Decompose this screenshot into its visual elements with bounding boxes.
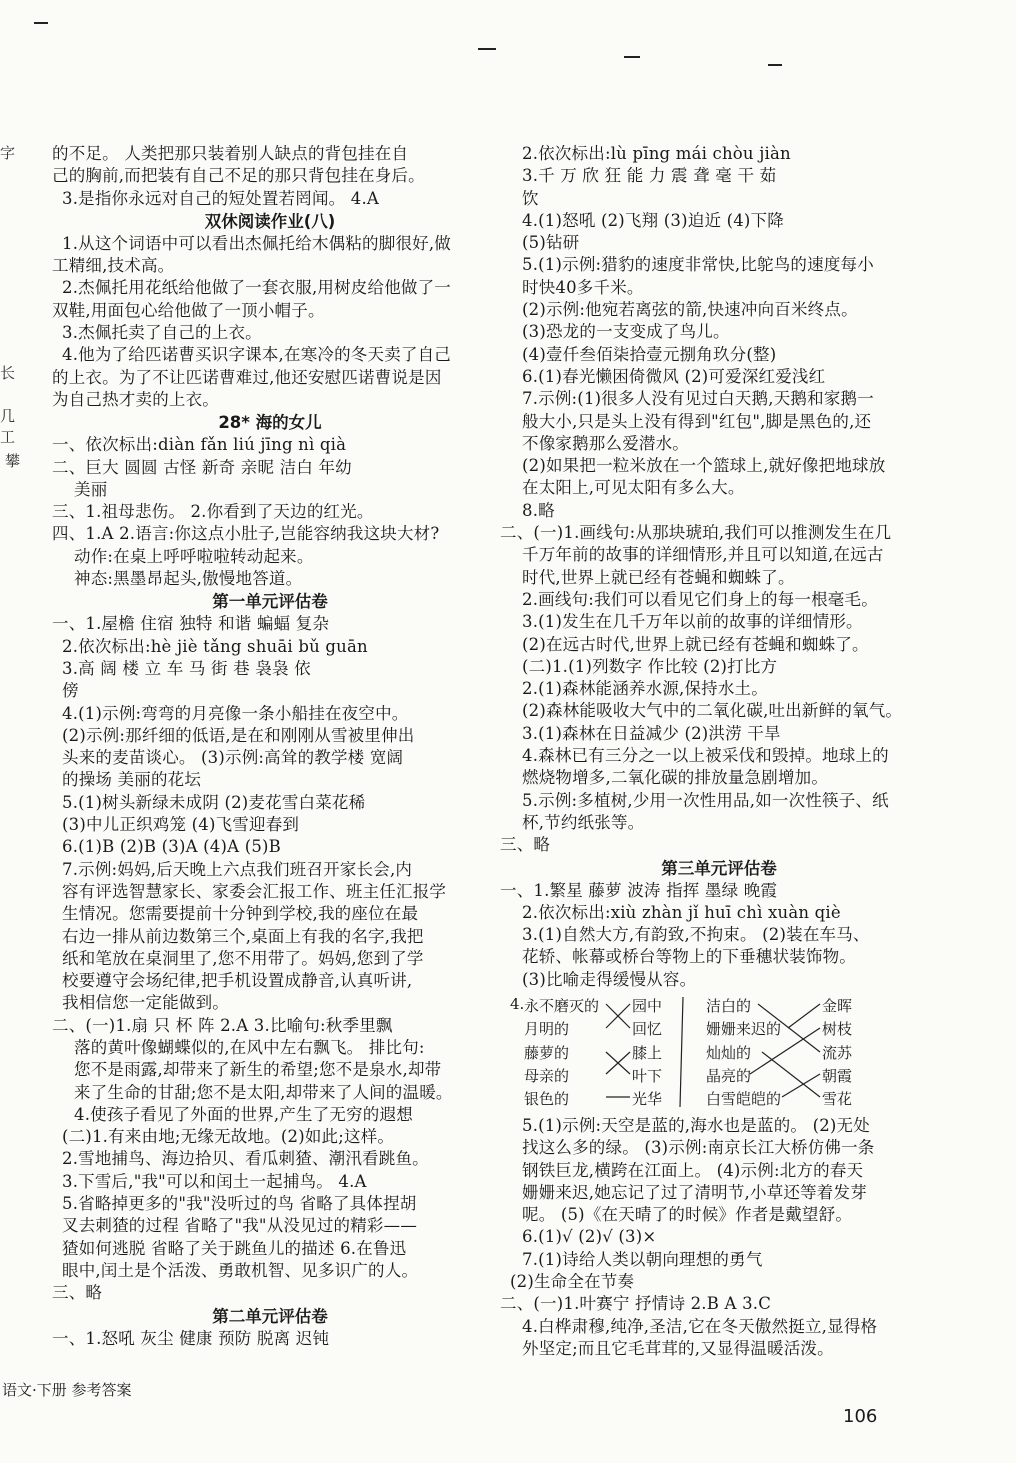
answer-line: 三、略	[52, 1283, 103, 1303]
section-heading: 第一单元评估卷	[212, 592, 328, 612]
answer-line: 杯,节约纸张等。	[522, 812, 645, 832]
answer-line: 4.白桦肃穆,纯净,圣洁,它在冬天傲然挺立,显得格	[522, 1316, 878, 1336]
answer-line: 3.高 阔 楼 立 车 马 街 巷 袅袅 依	[62, 658, 311, 678]
match-right-b: 树枝	[822, 1019, 853, 1038]
match-left-b: 洁白的	[706, 996, 752, 1015]
answer-line: (5)钻研	[522, 233, 580, 253]
scan-mark	[768, 64, 782, 66]
answer-line: 二、巨大 圆圆 古怪 新奇 亲昵 洁白 年幼	[52, 457, 352, 477]
scan-mark	[624, 56, 640, 58]
answer-line: 不像家鹅那么爱潜水。	[522, 433, 689, 453]
answer-line: 的上衣。为了不让匹诺曹难过,他还安慰匹诺曹说是因	[52, 367, 442, 387]
gutter-text: 长	[0, 364, 16, 382]
answer-line: 7.(1)诗给人类以朝向理想的勇气	[522, 1249, 763, 1269]
answer-line: 6.(1)春光懒困倚微风 (2)可爱深红爱浅红	[522, 366, 826, 386]
match-left-b: 灿灿的	[706, 1043, 752, 1062]
answer-line: (2)示例:那纤细的低语,是在和刚刚从雪被里伸出	[62, 725, 415, 745]
match-left-a: 月明的	[524, 1019, 570, 1038]
match-left-a: 母亲的	[524, 1066, 570, 1085]
answer-line: 右边一排从前边数第三个,桌面上有我的名字,我把	[62, 926, 424, 946]
answer-line: 四、1.A 2.语言:你这点小肚子,岂能容纳我这块大材?	[52, 524, 440, 544]
answer-line: 落的黄叶像蝴蝶似的,在风中左右飘飞。 排比句:	[74, 1037, 425, 1057]
answer-line: 8.略	[522, 500, 555, 520]
answer-line: 2.依次标出:lù pīng mái chòu jiàn	[522, 144, 791, 163]
answer-line: 校要遵守会场纪律,把手机设置成静音,认真听讲,	[62, 971, 413, 991]
answer-line: (2)在远古时代,世界上就已经有苍蝇和蜘蛛了。	[522, 634, 869, 654]
answer-line: 5.省略掉更多的"我"没听过的鸟 省略了具体捏胡	[62, 1194, 417, 1214]
answer-line: 工精细,技术高。	[52, 256, 175, 276]
answer-line: (3)中儿正织鸡笼 (4)飞雪迎春到	[62, 815, 300, 835]
answer-line: 二、(一)1.叶赛宁 抒情诗 2.B A 3.C	[500, 1294, 772, 1314]
answer-line: 3.杰佩托卖了自己的上衣。	[62, 323, 262, 343]
answer-line: 生情况。您需要提前十分钟到学校,我的座位在最	[62, 904, 419, 924]
answer-line: 7.示例:(1)很多人没有见过白天鹅,天鹅和家鹅一	[522, 389, 874, 409]
answer-line: 5.(1)示例:天空是蓝的,海水也是蓝的。 (2)无处	[522, 1115, 870, 1135]
answer-line: 三、略	[500, 835, 551, 855]
answer-line: 猹如何逃脱 省略了关于跳鱼儿的描述 6.在鲁迅	[62, 1238, 407, 1258]
answer-line: 5.(1)示例:猎豹的速度非常快,比鸵鸟的速度每小	[522, 255, 874, 275]
answer-line: 4.森林已有三分之一以上被采伐和毁掉。地球上的	[522, 746, 889, 766]
answer-line: 钢铁巨龙,横跨在江面上。 (4)示例:北方的春天	[522, 1160, 864, 1180]
answer-line: 2.(1)森林能涵养水源,保持水土。	[522, 679, 768, 699]
answer-line: 动作:在桌上呼呼啦啦转动起来。	[74, 546, 314, 566]
gutter-text: 字	[0, 144, 16, 162]
answer-line: 头来的麦苗谈心。 (3)示例:高耸的教学楼 宽阔	[62, 748, 404, 768]
match-left-b: 姗姗来迟的	[706, 1019, 782, 1038]
answer-line: 的不足。 人类把那只装着别人缺点的背包挂在自	[52, 144, 409, 163]
match-right-b: 金晖	[822, 996, 853, 1015]
answer-line: (4)壹仟叁佰柒拾壹元捌角玖分(整)	[522, 344, 777, 364]
answer-line: 为自己热才卖的上衣。	[52, 389, 219, 409]
match-left-a: 永不磨灭的	[524, 996, 600, 1015]
matching-exercise	[500, 993, 938, 1113]
match-right-b: 流苏	[822, 1043, 853, 1062]
match-right-a: 回忆	[632, 1019, 663, 1038]
answer-line: 3.(1)森林在日益减少 (2)洪涝 干旱	[522, 723, 781, 743]
footer-book-label: 语文·下册 参考答案	[2, 1381, 132, 1399]
scan-mark	[478, 48, 496, 50]
answer-line: 7.示例:妈妈,后天晚上六点我们班召开家长会,内	[62, 859, 413, 879]
answer-line: 眼中,闰土是个活泼、勇敢机智、见多识广的人。	[62, 1260, 419, 1280]
answer-line: 傍	[62, 681, 79, 701]
answer-line: 4.他为了给匹诺曹买识字课本,在寒冷的冬天卖了自己	[62, 345, 451, 365]
answer-line: 找这么多的绿。 (3)示例:南京长江大桥仿佛一条	[522, 1138, 875, 1158]
match-left-a: 银色的	[524, 1089, 570, 1108]
answer-line: 4.(1)怒吼 (2)飞翔 (3)迫近 (4)下降	[522, 210, 784, 230]
answer-line: (2)示例:他宛若离弦的箭,快速冲向百米终点。	[522, 300, 858, 320]
gutter-text: 几工	[0, 407, 16, 446]
match-right-b: 雪花	[822, 1089, 853, 1108]
answer-line: (3)恐龙的一支变成了鸟儿。	[522, 322, 730, 342]
match-right-a: 叶下	[632, 1066, 663, 1085]
answer-line: 容有评选智慧家长、家委会汇报工作、班主任汇报学	[62, 881, 447, 901]
answer-line: 3.(1)自然大方,有韵致,不拘束。 (2)装在车马、	[522, 925, 870, 945]
answer-line: 般大小,只是头上没有得到"红包",脚是黑色的,还	[522, 411, 872, 431]
section-heading: 28* 海的女儿	[218, 413, 322, 433]
match-right-a: 光华	[632, 1089, 663, 1108]
answer-line: 饮	[522, 188, 539, 208]
answer-line: 双鞋,用面包心给他做了一顶小帽子。	[52, 300, 325, 320]
answer-line: 5.示例:多植树,少用一次性用品,如一次性筷子、纸	[522, 790, 889, 810]
answer-line: 您不是雨露,却带来了新生的希望;您不是泉水,却带	[74, 1060, 442, 1080]
match-left-a: 藤萝的	[524, 1043, 570, 1062]
answer-line: 己的胸前,而把装有自己不足的那只背包挂在身后。	[52, 166, 425, 186]
answer-line: 3.下雪后,"我"可以和闰土一起捕鸟。 4.A	[62, 1171, 367, 1191]
left-answer-column	[52, 143, 488, 1350]
match-left-b: 晶亮的	[706, 1066, 752, 1085]
answer-line: (2)如果把一粒米放在一个篮球上,就好像把地球放	[522, 456, 886, 476]
answer-line: 美丽	[74, 479, 108, 499]
answer-line: (二)1.(1)列数字 作比较 (2)打比方	[522, 656, 778, 676]
answer-line: 2.依次标出:hè jiè tǎng shuāi bǔ guān	[62, 636, 368, 656]
answer-line: 2.杰佩托用花纸给他做了一套衣服,用树皮给他做了一	[62, 278, 451, 298]
answer-line: 6.(1)B (2)B (3)A (4)A (5)B	[62, 837, 281, 857]
section-heading: 双休阅读作业(八)	[204, 211, 336, 231]
right-answer-column	[500, 143, 938, 1360]
answer-line: 4.(1)示例:弯弯的月亮像一条小船挂在夜空中。	[62, 703, 409, 723]
answer-line: 时代,世界上就已经有苍蝇和蜘蛛了。	[522, 567, 795, 587]
page-number: 106	[843, 1406, 878, 1427]
answer-line: 一、1.怒吼 灰尘 健康 预防 脱离 迟钝	[52, 1328, 330, 1348]
answer-line: 二、(一)1.画线句:从那块琥珀,我们可以推测发生在几	[500, 523, 892, 543]
answer-line: (3)比喻走得缓慢从容。	[522, 969, 697, 989]
answer-line: 3.(1)发生在几千万年以前的故事的详细情形。	[522, 612, 863, 632]
right-column-top	[500, 143, 938, 991]
answer-line: 2.依次标出:xiù zhàn jǐ huī chì xuàn qiè	[522, 902, 841, 922]
answer-line: 外坚定;而且它毛茸茸的,又显得温暖活泼。	[522, 1338, 834, 1358]
answer-line: 在太阳上,可见太阳有多么大。	[522, 478, 745, 498]
answer-line: 神态:黑墨昂起头,傲慢地答道。	[74, 569, 303, 589]
answer-line: 一、1.屋檐 住宿 独特 和谐 蝙蝠 复杂	[52, 614, 330, 634]
answer-line: 2.雪地捕鸟、海边拾贝、看瓜刺猹、潮汛看跳鱼。	[62, 1149, 429, 1169]
answer-line: (2)生命全在节奏	[510, 1272, 635, 1292]
answer-line: 一、1.繁星 藤萝 波涛 指挥 墨绿 晚霞	[500, 880, 778, 900]
answer-line: 姗姗来迟,她忘记了过了清明节,小草还等着发芽	[522, 1182, 867, 1202]
answer-line: 6.(1)√ (2)√ (3)×	[522, 1227, 657, 1247]
answer-line: 呢。 (5)《在天晴了的时候》作者是戴望舒。	[522, 1205, 853, 1225]
answer-line: 三、1.祖母悲伤。 2.你看到了天边的红光。	[52, 502, 374, 522]
gutter-text: 攀	[5, 452, 21, 470]
section-heading: 第三单元评估卷	[661, 858, 777, 878]
matching-number: 4.	[510, 994, 525, 1013]
answer-line: 二、(一)1.扇 只 杯 阵 2.A 3.比喻句:秋季里飘	[52, 1015, 393, 1035]
answer-line: 2.画线句:我们可以看见它们身上的每一根毫毛。	[522, 589, 878, 609]
answer-line: 一、依次标出:diàn fǎn liú jīng nì qià	[52, 435, 347, 455]
match-right-b: 朝霞	[822, 1066, 853, 1085]
answer-line: 纸和笔放在桌洞里了,您不用带了。妈妈,您到了学	[62, 948, 424, 968]
match-right-a: 膝上	[632, 1043, 663, 1062]
answer-line: (二)1.有来由地;无缘无故地。(2)如此;这样。	[62, 1127, 395, 1147]
answer-line: 时快40多千米。	[522, 277, 644, 297]
answer-line: 的操场 美丽的花坛	[62, 770, 202, 790]
answer-line: 千万年前的故事的详细情形,并且可以知道,在远古	[522, 545, 884, 565]
match-left-b: 白雪皑皑的	[706, 1089, 782, 1108]
answer-line: 3.是指你永远对自己的短处置若罔闻。 4.A	[62, 188, 380, 208]
answer-line: 燃烧物增多,二氧化碳的排放量急剧增加。	[522, 768, 829, 788]
section-heading: 第二单元评估卷	[212, 1306, 328, 1326]
answer-line: (2)森林能吸收大气中的二氧化碳,吐出新鲜的氧气。	[522, 701, 903, 721]
scan-mark	[34, 22, 48, 24]
answer-line: 叉去刺猹的过程 省略了"我"从没见过的精彩——	[62, 1216, 418, 1236]
match-right-a: 园中	[632, 996, 663, 1015]
answer-line: 1.从这个词语中可以看出杰佩托给木偶粘的脚很好,做	[62, 233, 451, 253]
answer-line: 5.(1)树头新绿未成阴 (2)麦花雪白菜花稀	[62, 792, 366, 812]
answer-line: 花轿、帐幕或桥台等物上的下垂穗状装饰物。	[522, 947, 856, 967]
right-column-bottom	[500, 1115, 938, 1360]
answer-line: 我相信您一定能做到。	[62, 993, 229, 1013]
answer-line: 4.使孩子看见了外面的世界,产生了无穷的遐想	[74, 1104, 413, 1124]
answer-line: 3.千 万 欣 狂 能 力 震 聋 毫 干 茹	[522, 166, 777, 186]
answer-line: 来了生命的甘甜;您不是太阳,却带来了人间的温暖。	[74, 1082, 453, 1102]
